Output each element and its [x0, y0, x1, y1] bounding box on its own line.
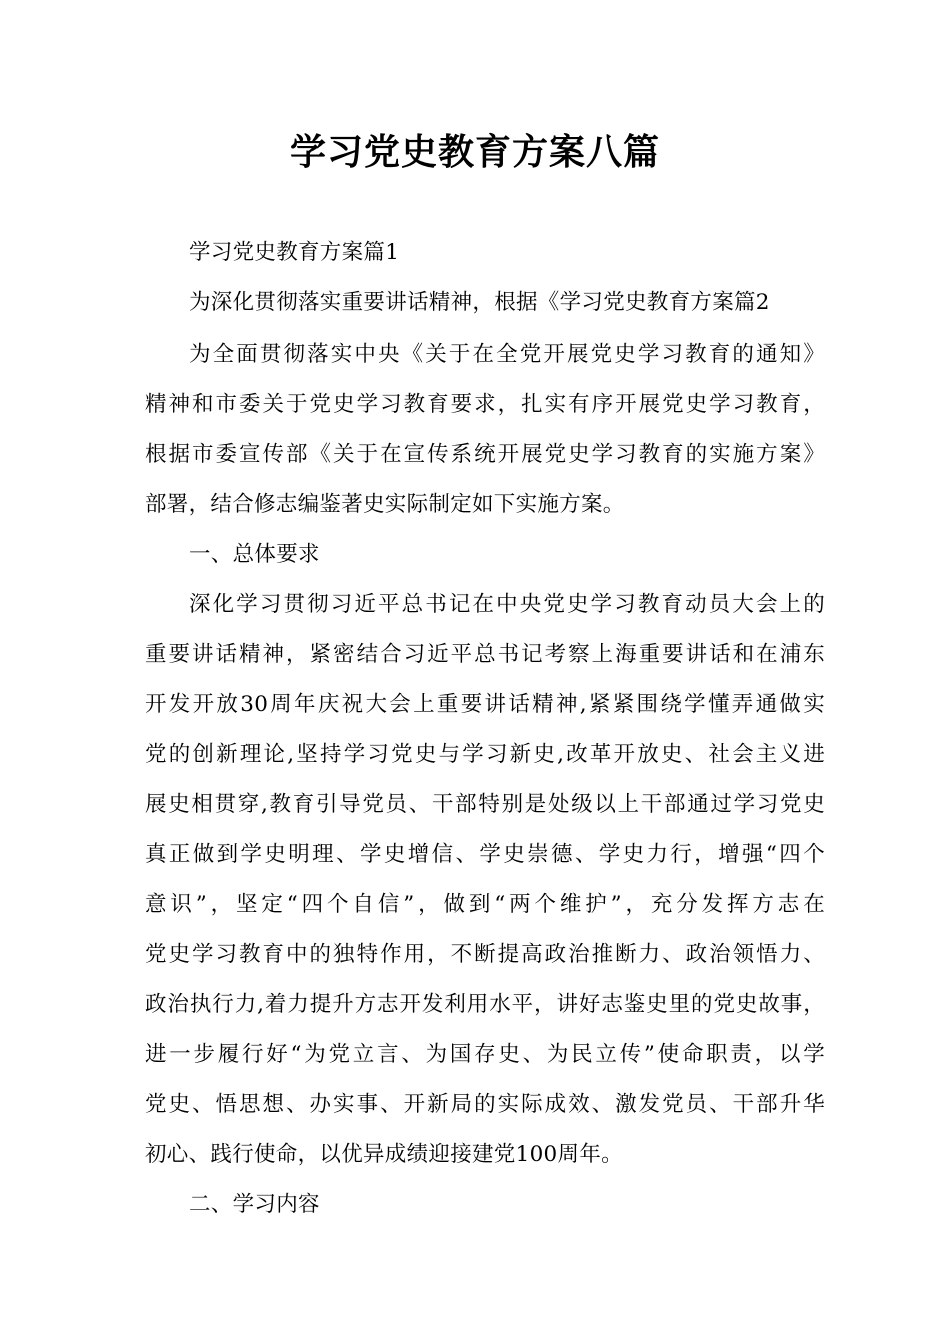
paragraph-line: 真正做到学史明理、学史增信、学史崇德、学史力行，增强“四个 — [145, 842, 825, 867]
paragraph-line: 为深化贯彻落实重要讲话精神，根据《学习党史教育方案篇2 — [189, 290, 770, 315]
paragraph-line: 党的创新理论,坚持学习党史与学习新史,改革开放史、社会主义进 — [145, 742, 825, 767]
paragraph-line: 重要讲话精神，紧密结合习近平总书记考察上海重要讲话和在浦东 — [145, 642, 825, 667]
section-heading-study-content: 二、学习内容 — [189, 1192, 320, 1217]
paragraph-line: 展史相贯穿,教育引导党员、干部特别是处级以上干部通过学习党史 — [145, 792, 825, 817]
paragraph-line: 部署，结合修志编鉴著史实际制定如下实施方案。 — [145, 492, 625, 517]
paragraph-line: 深化学习贯彻习近平总书记在中央党史学习教育动员大会上的 — [189, 592, 825, 617]
paragraph-line: 开发开放30周年庆祝大会上重要讲话精神,紧紧围绕学懂弄通做实 — [145, 692, 825, 717]
paragraph-line: 党史学习教育中的独特作用，不断提高政治推断力、政治领悟力、 — [145, 942, 825, 967]
document-title: 学习党史教育方案八篇 — [289, 132, 660, 173]
paragraph-line: 根据市委宣传部《关于在宣传系统开展党史学习教育的实施方案》 — [145, 442, 825, 467]
paragraph-line: 为全面贯彻落实中央《关于在全党开展党史学习教育的通知》 — [189, 342, 825, 367]
paragraph-line: 精神和市委关于党史学习教育要求，扎实有序开展党史学习教育， — [145, 392, 825, 417]
paragraph-line: 政治执行力,着力提升方志开发利用水平，讲好志鉴史里的党史故事， — [145, 992, 825, 1017]
paragraph-line: 进一步履行好“为党立言、为国存史、为民立传”使命职责，以学 — [145, 1042, 825, 1067]
paragraph-line: 党史、悟思想、办实事、开新局的实际成效、激发党员、干部升华 — [145, 1092, 825, 1117]
paragraph-line: 初心、践行使命，以优异成绩迎接建党100周年。 — [145, 1142, 623, 1167]
section-heading-overall-requirements: 一、总体要求 — [189, 542, 320, 567]
section-heading-plan-1: 学习党史教育方案篇1 — [189, 240, 400, 265]
paragraph-line: 意识”，坚定“四个自信”，做到“两个维护”，充分发挥方志在 — [145, 892, 825, 917]
